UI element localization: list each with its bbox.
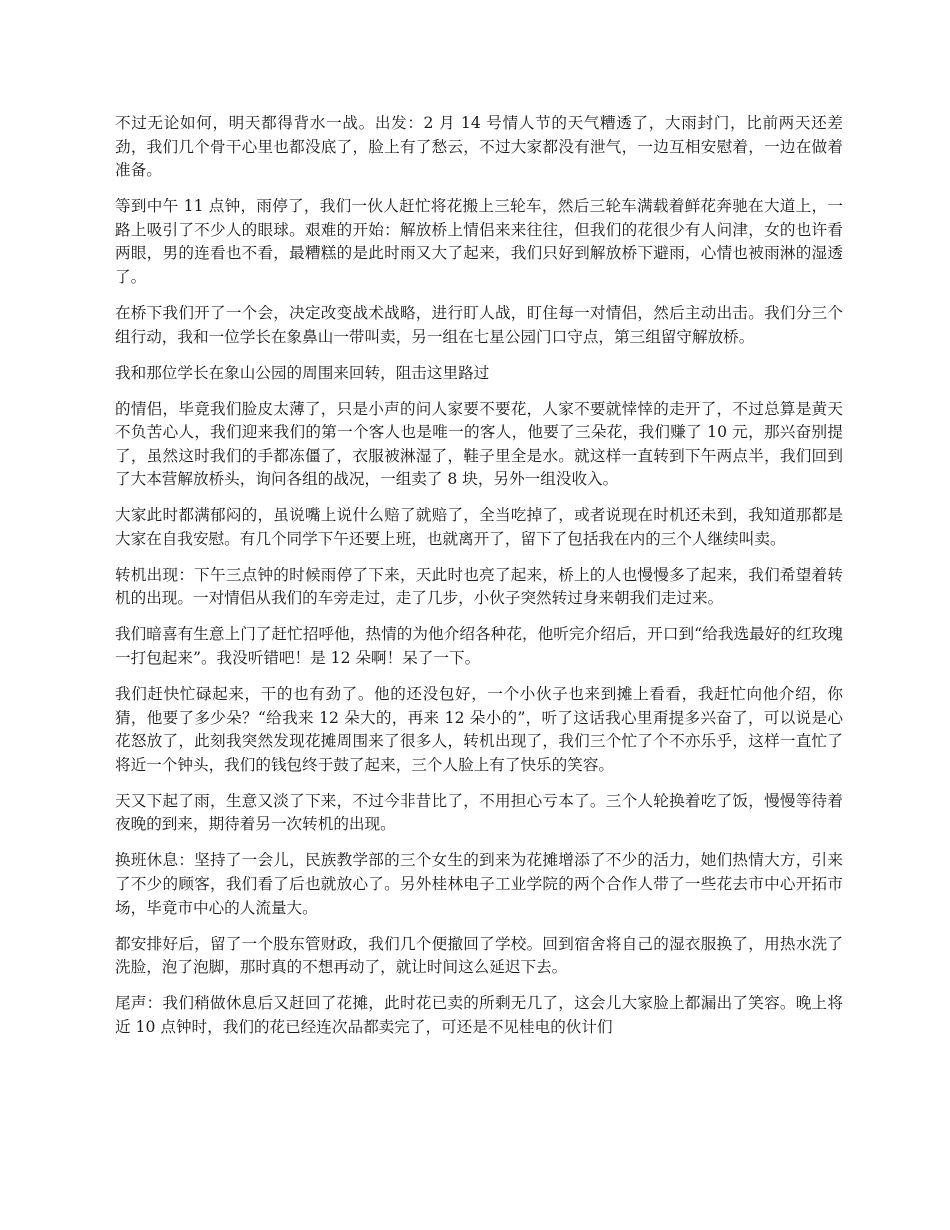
paragraph: 在桥下我们开了一个会，决定改变战术战略，进行盯人战，盯住每一对情侣，然后主动出击。我们分三个组行动，我和一位学长在象鼻山一带叫卖，另一组在七星公园门口守点，第三组留守解放桥。 xyxy=(115,303,843,346)
paragraph: 的情侣，毕竟我们脸皮太薄了，只是小声的问人家要不要花，人家不要就悻悻的走开了，不过总算是黄天不负苦心人，我们迎来我们的第一个客人也是唯一的客人，他要了三朵花，我们赚了 10 元，那兴奋别提了，虽然这时我们的手都冻僵了，衣服被淋湿了，鞋子里全是水。就这样一直转到下午两点半，我们回到了大本营解放桥头，询问各组的战况，一组卖了 8 块，另外一组没收入。 xyxy=(115,399,843,489)
paragraph: 我们赶快忙碌起来，干的也有劲了。他的还没包好，一个小伙子也来到摊上看看，我赶忙向他介绍，你猜，他要了多少朵？“给我来 12 朵大的，再来 12 朵小的”，听了这话我心里甭提多兴奋了，可以说是心花怒放了，此刻我突然发现花摊周围来了很多人，转机出现了，我们三个忙了个不亦乐乎，这样一直忙了将近一个钟头，我们的钱包终于鼓了起来，三个人脸上有了快乐的笑容。 xyxy=(115,685,843,774)
paragraph: 不过无论如何，明天都得背水一战。出发：2 月 14 号情人节的天气糟透了，大雨封门，比前两天还差劲，我们几个骨干心里也都没底了，脸上有了愁云，不过大家都没有泄气，一边互相安慰着，一边在做着准备。 xyxy=(115,114,843,180)
paragraph: 都安排好后，留了一个股东管财政，我们几个便撤回了学校。回到宿舍将自己的湿衣服换了，用热水洗了洗脸，泡了泡脚，那时真的不想再动了，就让时间这么延迟下去。 xyxy=(115,934,843,977)
paragraph: 等到中午 11 点钟，雨停了，我们一伙人赶忙将花搬上三轮车，然后三轮车满载着鲜花奔驰在大道上，一路上吸引了不少人的眼球。艰难的开始：解放桥上情侣来来往往，但我们的花很少有人问津，女的也许看两眼，男的连看也不看，最糟糕的是此时雨又大了起来，我们只好到解放桥下避雨，心情也被雨淋的湿透了。 xyxy=(115,197,843,286)
paragraph: 尾声：我们稍做休息后又赶回了花摊，此时花已卖的所剩无几了，这会儿大家脸上都漏出了笑容。晚上将近 10 点钟时，我们的花已经连次品都卖完了，可还是不见桂电的伙计们 xyxy=(115,994,843,1036)
paragraph: 转机出现：下午三点钟的时候雨停了下来，天此时也亮了起来，桥上的人也慢慢多了起来，我们希望着转机的出现。一对情侣从我们的车旁走过，走了几步，小伙子突然转过身来朝我们走过来。 xyxy=(115,565,843,608)
paragraph: 我们暗喜有生意上门了赶忙招呼他，热情的为他介绍各种花，他听完介绍后，开口到“给我选最好的红玫瑰一打包起来”。我没听错吧！是 12 朵啊！呆了一下。 xyxy=(115,625,843,668)
paragraph: 天又下起了雨，生意又淡了下来，不过今非昔比了，不用担心亏本了。三个人轮换着吃了饭，慢慢等待着夜晚的到来，期待着另一次转机的出现。 xyxy=(115,791,843,834)
paragraph: 换班休息：坚持了一会儿，民族教学部的三个女生的到来为花摊增添了不少的活力，她们热情大方，引来了不少的顾客，我们看了后也就放心了。另外桂林电子工业学院的两个合作人带了一些花去市中心开拓市场，毕竟市中心的人流量大。 xyxy=(115,851,843,917)
document-body xyxy=(115,112,843,1052)
paragraph: 大家此时都满郁闷的，虽说嘴上说什么赔了就赔了，全当吃掉了，或者说现在时机还未到，我知道那都是大家在自我安慰。有几个同学下午还要上班，也就离开了，留下了包括我在内的三个人继续叫卖。 xyxy=(115,506,843,548)
paragraph: 我和那位学长在象山公园的周围来回转，阻击这里路过 xyxy=(115,363,490,382)
